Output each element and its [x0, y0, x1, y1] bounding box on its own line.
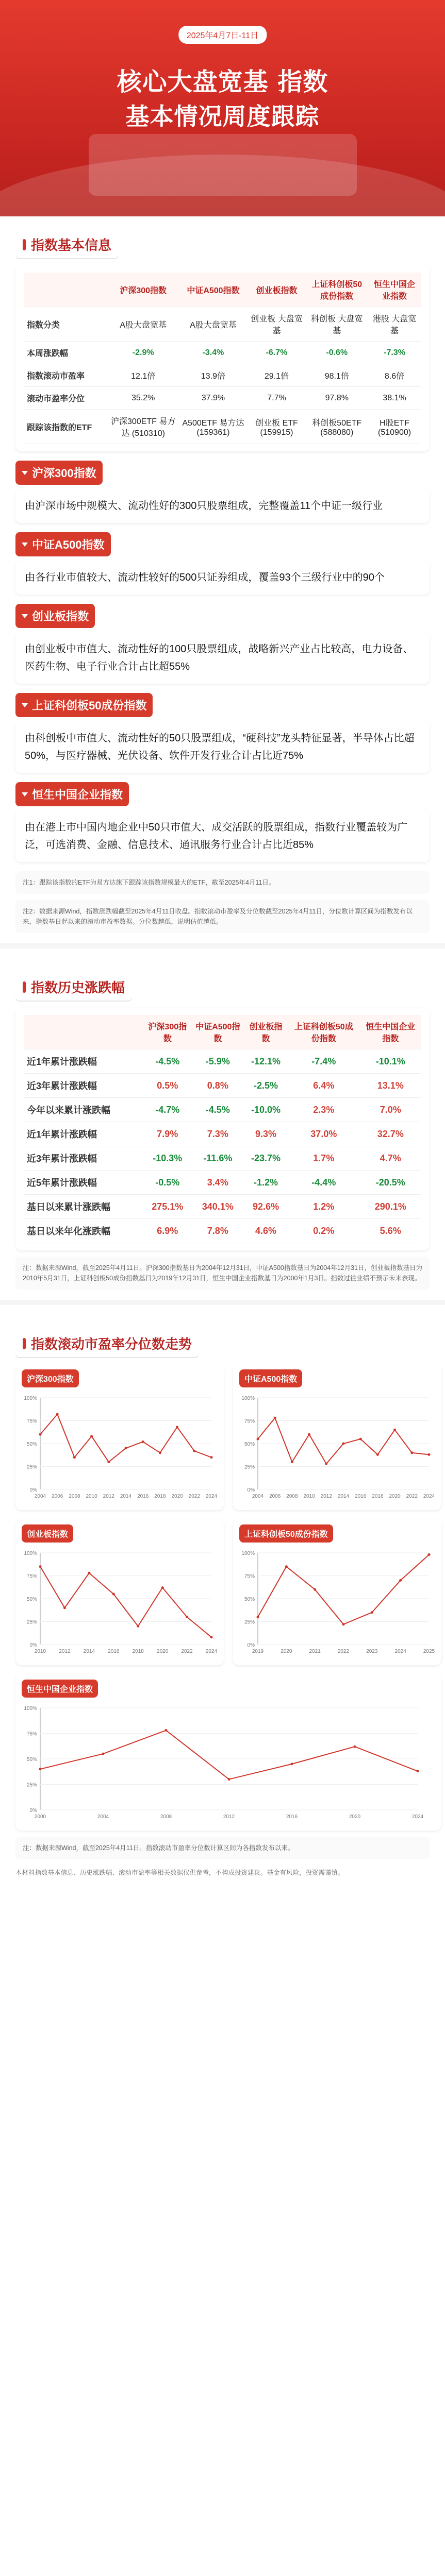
data-point: [291, 1461, 293, 1463]
cell-hscei: 7.0%: [360, 1098, 421, 1122]
date-badge: 2025年4月7日-11日: [178, 26, 267, 44]
header-empty: [24, 1015, 143, 1049]
row-label: 基日以来年化涨跌幅: [24, 1219, 143, 1243]
desc-title-text: 中证A500指数: [32, 538, 105, 551]
x-tick-label: 2014: [83, 1649, 95, 1654]
data-point: [56, 1413, 59, 1416]
cell-chinext: -6.7%: [248, 342, 306, 364]
data-point: [39, 1433, 42, 1436]
hero-graphic: [89, 134, 357, 196]
cell-hs300: 35.2%: [107, 387, 179, 410]
hero-banner: [0, 0, 445, 216]
x-tick-label: 2024: [411, 1814, 424, 1820]
y-tick-label: 50%: [26, 1597, 37, 1602]
x-tick-label: 2012: [223, 1814, 235, 1820]
cell-csi-a500: 13.9倍: [179, 364, 247, 387]
table-row: [24, 1049, 421, 1074]
desc-title: [15, 693, 153, 717]
data-point: [274, 1417, 276, 1419]
data-point: [88, 1572, 90, 1574]
header-hscei: 恒生中国企业指数: [360, 1015, 421, 1049]
chart-card-csi-a500: [233, 1364, 441, 1510]
header-star50: 上证科创板50成份指数: [288, 1015, 360, 1049]
x-tick-label: 2008: [160, 1814, 172, 1820]
data-point: [210, 1456, 213, 1459]
y-tick-label: 75%: [244, 1573, 255, 1580]
cell-hs300: -4.7%: [143, 1098, 192, 1122]
row-label: 跟踪该指数的ETF: [24, 410, 107, 444]
cell-csi-a500: 7.8%: [192, 1219, 244, 1243]
row-label: 滚动市盈率分位: [24, 387, 107, 410]
table-row: [24, 1195, 421, 1219]
data-point: [63, 1606, 66, 1609]
y-tick-label: 75%: [26, 1573, 37, 1580]
x-tick-label: 2022: [181, 1649, 193, 1654]
x-tick-label: 2014: [120, 1494, 132, 1499]
desc-title: [15, 461, 103, 485]
chart-chinext: [22, 1547, 218, 1660]
cell-star50: 97.8%: [306, 387, 368, 410]
data-point: [342, 1623, 345, 1625]
cell-chinext: 9.3%: [244, 1122, 288, 1146]
cell-hscei: 港股 大盘宽基: [368, 307, 421, 342]
cell-hs300: -10.3%: [143, 1146, 192, 1171]
data-point: [325, 1463, 327, 1465]
cell-hscei: 290.1%: [360, 1195, 421, 1219]
table-row: [24, 1219, 421, 1243]
row-label: 指数分类: [24, 307, 107, 342]
x-tick-label: 2018: [154, 1494, 166, 1499]
cell-hs300: 7.9%: [143, 1122, 192, 1146]
chart-card-chinext: [15, 1519, 224, 1665]
data-point: [359, 1438, 362, 1440]
cell-hscei: 13.1%: [360, 1074, 421, 1098]
data-point: [291, 1762, 293, 1765]
data-point: [342, 1443, 345, 1445]
chevron-down-icon: [22, 614, 28, 618]
desc-body: 由各行业市值较大、流动性较好的500只证券组成，覆盖93个三级行业中的90个: [15, 561, 430, 595]
divider: [0, 943, 445, 948]
row-label: 今年以来累计涨跌幅: [24, 1098, 143, 1122]
history-section: [0, 959, 445, 1290]
y-tick-label: 75%: [244, 1418, 255, 1425]
x-tick-label: 2012: [320, 1494, 332, 1499]
cell-csi-a500: -11.6%: [192, 1146, 244, 1171]
hero-title-line2: 基本情况周度跟踪: [125, 103, 320, 130]
basic-table-header: [24, 273, 421, 307]
cell-hscei: -7.3%: [368, 342, 421, 364]
basic-info-table: [24, 273, 421, 444]
y-tick-label: 75%: [26, 1731, 37, 1737]
x-tick-label: 2008: [286, 1494, 298, 1499]
cell-chinext: 92.6%: [244, 1195, 288, 1219]
row-label: 近3年累计涨跌幅: [24, 1074, 143, 1098]
chevron-down-icon: [22, 792, 28, 796]
cell-hs300: 沪深300ETF 易方达 (510310): [107, 410, 179, 444]
data-point: [176, 1426, 178, 1428]
data-point: [161, 1586, 164, 1589]
x-tick-label: 2016: [355, 1494, 367, 1499]
cell-hscei: 8.6倍: [368, 364, 421, 387]
series-line: [40, 1567, 211, 1637]
chart-hscei: [22, 1702, 424, 1825]
cell-chinext: 创业板 大盘宽基: [248, 307, 306, 342]
x-tick-label: 2020: [349, 1814, 361, 1820]
cell-chinext: -12.1%: [244, 1049, 288, 1074]
row-label: 指数滚动市盈率: [24, 364, 107, 387]
cell-star50: 37.0%: [288, 1122, 360, 1146]
cell-hscei: -20.5%: [360, 1171, 421, 1195]
cell-csi-a500: 3.4%: [192, 1171, 244, 1195]
x-tick-label: 2019: [252, 1649, 264, 1654]
cell-chinext: -10.0%: [244, 1098, 288, 1122]
cell-chinext: -1.2%: [244, 1171, 288, 1195]
data-point: [39, 1768, 42, 1770]
header-empty: [24, 273, 107, 307]
chart-title: 上证科创板50成份指数: [239, 1524, 333, 1543]
chart-star50: [239, 1547, 435, 1660]
y-tick-label: 0%: [29, 1487, 37, 1493]
row-label: 近5年累计涨跌幅: [24, 1171, 143, 1195]
header-star50: 上证科创板50成份指数: [306, 273, 368, 307]
cell-chinext: 创业板 ETF (159915): [248, 410, 306, 444]
y-tick-label: 25%: [26, 1782, 37, 1788]
x-tick-label: 2024: [394, 1649, 406, 1654]
cell-hscei: H股ETF (510900): [368, 410, 421, 444]
desc-item: [15, 782, 430, 862]
data-point: [257, 1438, 259, 1440]
section-accent: [23, 1338, 26, 1349]
y-tick-label: 100%: [24, 1706, 37, 1711]
y-tick-label: 100%: [24, 1396, 37, 1401]
data-point: [399, 1579, 402, 1582]
desc-title-text: 上证科创板50成份指数: [32, 699, 147, 712]
cell-hscei: 38.1%: [368, 387, 421, 410]
data-point: [257, 1616, 259, 1618]
x-tick-label: 2010: [303, 1494, 315, 1499]
pe-charts-grid: [15, 1364, 435, 1831]
desc-title: [15, 782, 129, 806]
cell-star50: -4.4%: [288, 1171, 360, 1195]
data-point: [314, 1588, 316, 1591]
cell-chinext: -2.5%: [244, 1074, 288, 1098]
data-point: [112, 1593, 115, 1596]
x-tick-label: 2018: [132, 1649, 144, 1654]
chart-title: 恒生中国企业指数: [22, 1680, 98, 1698]
data-point: [376, 1453, 379, 1456]
pe-trend-title-text: 指数滚动市盈率分位数走势: [31, 1336, 192, 1352]
x-tick-label: 2010: [86, 1494, 97, 1499]
chart-title: 沪深300指数: [22, 1369, 79, 1387]
cell-star50: 98.1倍: [306, 364, 368, 387]
row-label: 近3年累计涨跌幅: [24, 1146, 143, 1171]
pe-trend-title: [15, 1330, 199, 1357]
chart-hs300: [22, 1392, 218, 1505]
data-point: [186, 1616, 188, 1618]
desc-item: [15, 604, 430, 684]
cell-star50: 0.2%: [288, 1219, 360, 1243]
chart-csi-a500: [239, 1392, 435, 1505]
y-tick-label: 25%: [26, 1619, 37, 1625]
desc-title-text: 恒生中国企业指数: [32, 788, 123, 801]
y-tick-label: 0%: [29, 1808, 37, 1814]
table-row: [24, 342, 421, 364]
history-header: [24, 1015, 421, 1049]
desc-body: 由科创板中市值大、流动性好的50只股票组成，“硬科技”龙头特征显著，半导体占比超50%，与医疗器械、光伏设备、软件开发行业合计占比近75%: [15, 721, 430, 773]
x-tick-label: 2020: [281, 1649, 292, 1654]
cell-chinext: -23.7%: [244, 1146, 288, 1171]
cell-hs300: 12.1倍: [107, 364, 179, 387]
desc-body: 由沪深市场中规模大、流动性好的300只股票组成，完整覆盖11个中证一级行业: [15, 489, 430, 523]
data-point: [308, 1433, 310, 1436]
desc-body: 由在港上市中国内地企业中50只市值大、成交活跃的股票组成，指数行业覆盖较为广泛，可选消费、金融、信息技术、通讯服务行业合计占比近85%: [15, 810, 430, 862]
y-tick-label: 50%: [26, 1757, 37, 1762]
header-hs300: 沪深300指数: [143, 1015, 192, 1049]
chart-card-hs300: [15, 1364, 224, 1510]
data-point: [354, 1745, 356, 1748]
cell-hs300: A股大盘宽基: [107, 307, 179, 342]
row-label: 基日以来累计涨跌幅: [24, 1195, 143, 1219]
data-point: [210, 1636, 213, 1638]
desc-title: [15, 604, 95, 628]
data-point: [39, 1565, 42, 1568]
cell-hs300: -2.9%: [107, 342, 179, 364]
x-tick-label: 2012: [59, 1649, 71, 1654]
basic-info-title-text: 指数基本信息: [31, 238, 112, 253]
x-tick-label: 2020: [389, 1494, 401, 1499]
y-tick-label: 100%: [24, 1551, 37, 1556]
history-table-card: [15, 1008, 430, 1250]
table-row: [24, 1122, 421, 1146]
cell-star50: -0.6%: [306, 342, 368, 364]
y-tick-label: 25%: [26, 1464, 37, 1470]
history-title: [15, 973, 132, 1001]
table-row: [24, 1098, 421, 1122]
header-csi-a500: 中证A500指数: [179, 273, 247, 307]
cell-star50: 科创板50ETF (588080): [306, 410, 368, 444]
x-tick-label: 2008: [69, 1494, 80, 1499]
row-label: 近1年累计涨跌幅: [24, 1122, 143, 1146]
cell-star50: 2.3%: [288, 1098, 360, 1122]
chevron-down-icon: [22, 471, 28, 475]
x-tick-label: 2006: [269, 1494, 281, 1499]
y-tick-label: 0%: [247, 1642, 255, 1648]
section-accent: [23, 981, 26, 993]
cell-csi-a500: 7.3%: [192, 1122, 244, 1146]
index-descriptions: [15, 461, 430, 862]
hero-title-line1: 核心大盘宽基 指数: [117, 67, 328, 96]
data-point: [102, 1753, 105, 1755]
header-chinext: 创业板指数: [244, 1015, 288, 1049]
x-tick-label: 2022: [188, 1494, 200, 1499]
data-point: [165, 1729, 168, 1732]
basic-table-card: [15, 265, 430, 451]
table-row: [24, 364, 421, 387]
cell-star50: 科创板 大盘宽基: [306, 307, 368, 342]
y-tick-label: 50%: [244, 1597, 255, 1602]
x-tick-label: 2012: [103, 1494, 114, 1499]
table-row: [24, 1171, 421, 1195]
x-tick-label: 2004: [34, 1494, 46, 1499]
y-tick-label: 25%: [244, 1464, 255, 1470]
data-point: [142, 1440, 144, 1443]
header-csi-a500: 中证A500指数: [192, 1015, 244, 1049]
table-row: [24, 1146, 421, 1171]
desc-item: [15, 461, 430, 523]
chart-title: 中证A500指数: [239, 1369, 302, 1387]
note-etf: 注1：跟踪该指数的ETF为易方达旗下跟踪该指数规模最大的ETF，截至2025年4月11日。: [15, 871, 430, 894]
data-point: [90, 1435, 93, 1437]
table-row: [24, 410, 421, 444]
cell-hs300: -4.5%: [143, 1049, 192, 1074]
desc-title-text: 创业板指数: [32, 610, 89, 623]
y-tick-label: 100%: [241, 1551, 255, 1556]
data-point: [228, 1778, 230, 1781]
note-pe: 注：数据来源Wind，截至2025年4月11日。指数滚动市盈率分位数计算区间为各指数发布以来。: [15, 1837, 430, 1859]
row-label: 近1年累计涨跌幅: [24, 1049, 143, 1074]
data-point: [417, 1770, 419, 1772]
desc-item: [15, 693, 430, 773]
note-history: 注：数据来源Wind，截至2025年4月11日。沪深300指数基日为2004年12月31日，中证A500指数基日为2004年12月31日，创业板指数基日为2010年5月31日，上证科创板50成份指数基日为2019年12月31日，恒生中国企业指数基日为2000年1月3日。指数过往业绩不预示未来表现。: [15, 1257, 430, 1290]
cell-hs300: 0.5%: [143, 1074, 192, 1098]
y-tick-label: 100%: [241, 1396, 255, 1401]
cell-csi-a500: 0.8%: [192, 1074, 244, 1098]
x-tick-label: 2016: [108, 1649, 120, 1654]
cell-star50: 6.4%: [288, 1074, 360, 1098]
cell-csi-a500: -3.4%: [179, 342, 247, 364]
header-chinext: 创业板指数: [248, 273, 306, 307]
chart-card-hscei: [15, 1674, 441, 1831]
x-tick-label: 2025: [423, 1649, 435, 1654]
x-tick-label: 2016: [137, 1494, 149, 1499]
table-row: [24, 1074, 421, 1098]
basic-info-section: [0, 216, 445, 933]
x-tick-label: 2006: [52, 1494, 63, 1499]
x-tick-label: 2020: [157, 1649, 169, 1654]
data-point: [371, 1611, 373, 1614]
divider: [0, 1300, 445, 1305]
cell-hs300: 275.1%: [143, 1195, 192, 1219]
x-tick-label: 2021: [309, 1649, 321, 1654]
x-tick-label: 2010: [34, 1649, 46, 1654]
cell-star50: 1.2%: [288, 1195, 360, 1219]
x-tick-label: 2022: [337, 1649, 350, 1654]
section-accent: [23, 239, 26, 250]
cell-chinext: 4.6%: [244, 1219, 288, 1243]
cell-csi-a500: A500ETF 易方达 (159361): [179, 410, 247, 444]
table-row: [24, 307, 421, 342]
data-point: [193, 1450, 195, 1452]
x-tick-label: 2004: [252, 1494, 264, 1499]
cell-csi-a500: 340.1%: [192, 1195, 244, 1219]
cell-csi-a500: -5.9%: [192, 1049, 244, 1074]
chart-card-star50: [233, 1519, 441, 1665]
y-tick-label: 0%: [29, 1642, 37, 1648]
y-tick-label: 25%: [244, 1619, 255, 1625]
cell-chinext: 29.1倍: [248, 364, 306, 387]
cell-csi-a500: A股大盘宽基: [179, 307, 247, 342]
header-hscei: 恒生中国企业指数: [368, 273, 421, 307]
x-tick-label: 2024: [205, 1494, 218, 1499]
desc-item: [15, 532, 430, 595]
cell-hscei: 32.7%: [360, 1122, 421, 1146]
y-tick-label: 50%: [26, 1442, 37, 1447]
y-tick-label: 75%: [26, 1418, 37, 1425]
data-point: [159, 1451, 161, 1454]
x-tick-label: 2000: [34, 1814, 46, 1820]
data-point: [125, 1447, 127, 1449]
series-line: [258, 1555, 429, 1624]
y-tick-label: 50%: [244, 1442, 255, 1447]
series-line: [258, 1418, 429, 1464]
cell-star50: -7.4%: [288, 1049, 360, 1074]
data-point: [393, 1429, 396, 1431]
chart-title: 创业板指数: [22, 1524, 73, 1543]
desc-title: [15, 532, 111, 556]
history-title-text: 指数历史涨跌幅: [31, 980, 125, 995]
data-point: [428, 1553, 431, 1556]
chevron-down-icon: [22, 543, 28, 547]
cell-chinext: 7.7%: [248, 387, 306, 410]
cell-csi-a500: 37.9%: [179, 387, 247, 410]
basic-info-title: [15, 231, 119, 258]
data-point: [137, 1625, 139, 1628]
x-tick-label: 2022: [406, 1494, 418, 1499]
desc-title-text: 沪深300指数: [32, 467, 96, 480]
x-tick-label: 2004: [97, 1814, 109, 1820]
cell-hscei: -10.1%: [360, 1049, 421, 1074]
chevron-down-icon: [22, 703, 28, 707]
cell-hscei: 5.6%: [360, 1219, 421, 1243]
cell-hs300: -0.5%: [143, 1171, 192, 1195]
data-point: [73, 1456, 76, 1459]
pe-trend-section: [0, 1315, 445, 1859]
x-tick-label: 2016: [286, 1814, 298, 1820]
data-point: [285, 1565, 288, 1568]
cell-hs300: 6.9%: [143, 1219, 192, 1243]
table-row: [24, 387, 421, 410]
desc-body: 由创业板中市值大、流动性好的100只股票组成，战略新兴产业占比较高，电力设备、医药生物、电子行业合计占比超55%: [15, 632, 430, 684]
cell-csi-a500: -4.5%: [192, 1098, 244, 1122]
data-point: [410, 1451, 413, 1454]
note-data: 注2：数据来源Wind，指数涨跌幅截至2025年4月11日收盘。指数滚动市盈率及分位数截至2025年4月11日，分位数计算区间为指数发布以来，指数基日起以来的滚动市盈率数据。分位数越低，说明估值越低。: [15, 900, 430, 933]
x-tick-label: 2014: [337, 1494, 350, 1499]
data-point: [107, 1461, 110, 1463]
series-line: [40, 1414, 211, 1462]
x-tick-label: 2020: [171, 1494, 183, 1499]
x-tick-label: 2023: [366, 1649, 378, 1654]
row-label: 本周涨跌幅: [24, 342, 107, 364]
cell-hscei: 4.7%: [360, 1146, 421, 1171]
data-point: [428, 1453, 431, 1456]
cell-star50: 1.7%: [288, 1146, 360, 1171]
y-tick-label: 0%: [247, 1487, 255, 1493]
history-table: [24, 1015, 421, 1243]
header-hs300: 沪深300指数: [107, 273, 179, 307]
x-tick-label: 2024: [423, 1494, 435, 1499]
series-line: [40, 1731, 418, 1780]
x-tick-label: 2018: [372, 1494, 384, 1499]
x-tick-label: 2024: [205, 1649, 218, 1654]
footer-disclaimer: 本材料指数基本信息、历史涨跌幅、滚动市盈率等相关数据仅供参考，不构成投资建议。基金有风险，投资需谨慎。: [15, 1869, 344, 1876]
